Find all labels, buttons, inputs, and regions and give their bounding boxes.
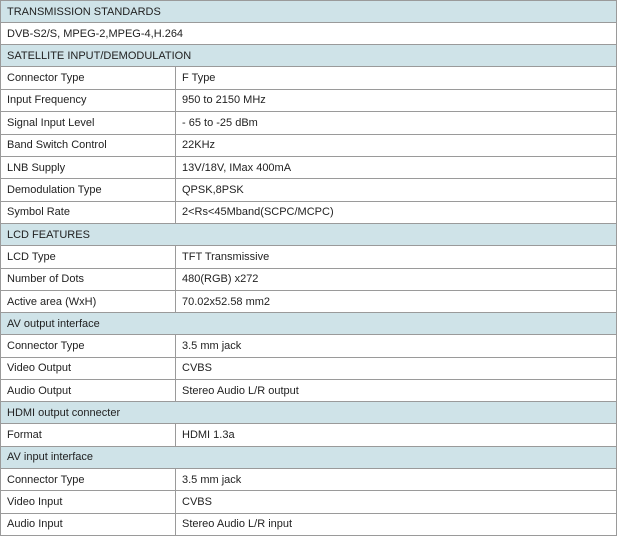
spec-row <box>1 89 617 111</box>
spec-label: Demodulation Type <box>1 179 176 201</box>
spec-row <box>1 335 617 357</box>
spec-value: 3.5 mm jack <box>176 468 617 490</box>
spec-value: Stereo Audio L/R output <box>176 380 617 402</box>
spec-value: Stereo Audio L/R input <box>176 513 617 535</box>
spec-row <box>1 290 617 312</box>
spec-value: 950 to 2150 MHz <box>176 89 617 111</box>
spec-value: 70.02x52.58 mm2 <box>176 290 617 312</box>
spec-row <box>1 201 617 223</box>
spec-row <box>1 134 617 156</box>
spec-label: Symbol Rate <box>1 201 176 223</box>
spec-label: Audio Input <box>1 513 176 535</box>
spec-label: Audio Output <box>1 380 176 402</box>
spec-row <box>1 380 617 402</box>
spec-row <box>1 513 617 535</box>
spec-row <box>1 23 617 45</box>
section-title: TRANSMISSION STANDARDS <box>1 1 617 23</box>
spec-row <box>1 67 617 89</box>
spec-value: TFT Transmissive <box>176 246 617 268</box>
section-title: AV input interface <box>1 446 617 468</box>
spec-value: F Type <box>176 67 617 89</box>
spec-row <box>1 112 617 134</box>
section-header-row <box>1 1 617 23</box>
spec-value: 22KHz <box>176 134 617 156</box>
section-title: AV output interface <box>1 313 617 335</box>
spec-row <box>1 424 617 446</box>
spec-value: QPSK,8PSK <box>176 179 617 201</box>
section-title: LCD FEATURES <box>1 224 617 246</box>
spec-row <box>1 268 617 290</box>
section-title: HDMI output connecter <box>1 402 617 424</box>
spec-full-value: DVB-S2/S, MPEG-2,MPEG-4,H.264 <box>1 23 617 45</box>
spec-label: LCD Type <box>1 246 176 268</box>
spec-table-body <box>1 1 617 536</box>
spec-value: 13V/18V, IMax 400mA <box>176 156 617 178</box>
spec-row <box>1 156 617 178</box>
spec-label: Input Frequency <box>1 89 176 111</box>
spec-value: - 65 to -25 dBm <box>176 112 617 134</box>
spec-label: Connector Type <box>1 67 176 89</box>
spec-value: CVBS <box>176 491 617 513</box>
spec-label: Number of Dots <box>1 268 176 290</box>
spec-label: Connector Type <box>1 335 176 357</box>
section-header-row <box>1 402 617 424</box>
section-header-row <box>1 224 617 246</box>
spec-label: Active area (WxH) <box>1 290 176 312</box>
spec-label: Video Output <box>1 357 176 379</box>
spec-value: CVBS <box>176 357 617 379</box>
spec-row <box>1 357 617 379</box>
spec-row <box>1 179 617 201</box>
spec-row <box>1 246 617 268</box>
section-title: SATELLITE INPUT/DEMODULATION <box>1 45 617 67</box>
section-header-row <box>1 446 617 468</box>
spec-label: Video Input <box>1 491 176 513</box>
spec-row <box>1 491 617 513</box>
spec-value: 3.5 mm jack <box>176 335 617 357</box>
spec-label: Connector Type <box>1 468 176 490</box>
section-header-row <box>1 313 617 335</box>
spec-label: LNB Supply <box>1 156 176 178</box>
spec-label: Band Switch Control <box>1 134 176 156</box>
section-header-row <box>1 45 617 67</box>
spec-label: Format <box>1 424 176 446</box>
spec-row <box>1 468 617 490</box>
spec-value: 480(RGB) x272 <box>176 268 617 290</box>
spec-value: HDMI 1.3a <box>176 424 617 446</box>
spec-label: Signal Input Level <box>1 112 176 134</box>
spec-value: 2<Rs<45Mband(SCPC/MCPC) <box>176 201 617 223</box>
